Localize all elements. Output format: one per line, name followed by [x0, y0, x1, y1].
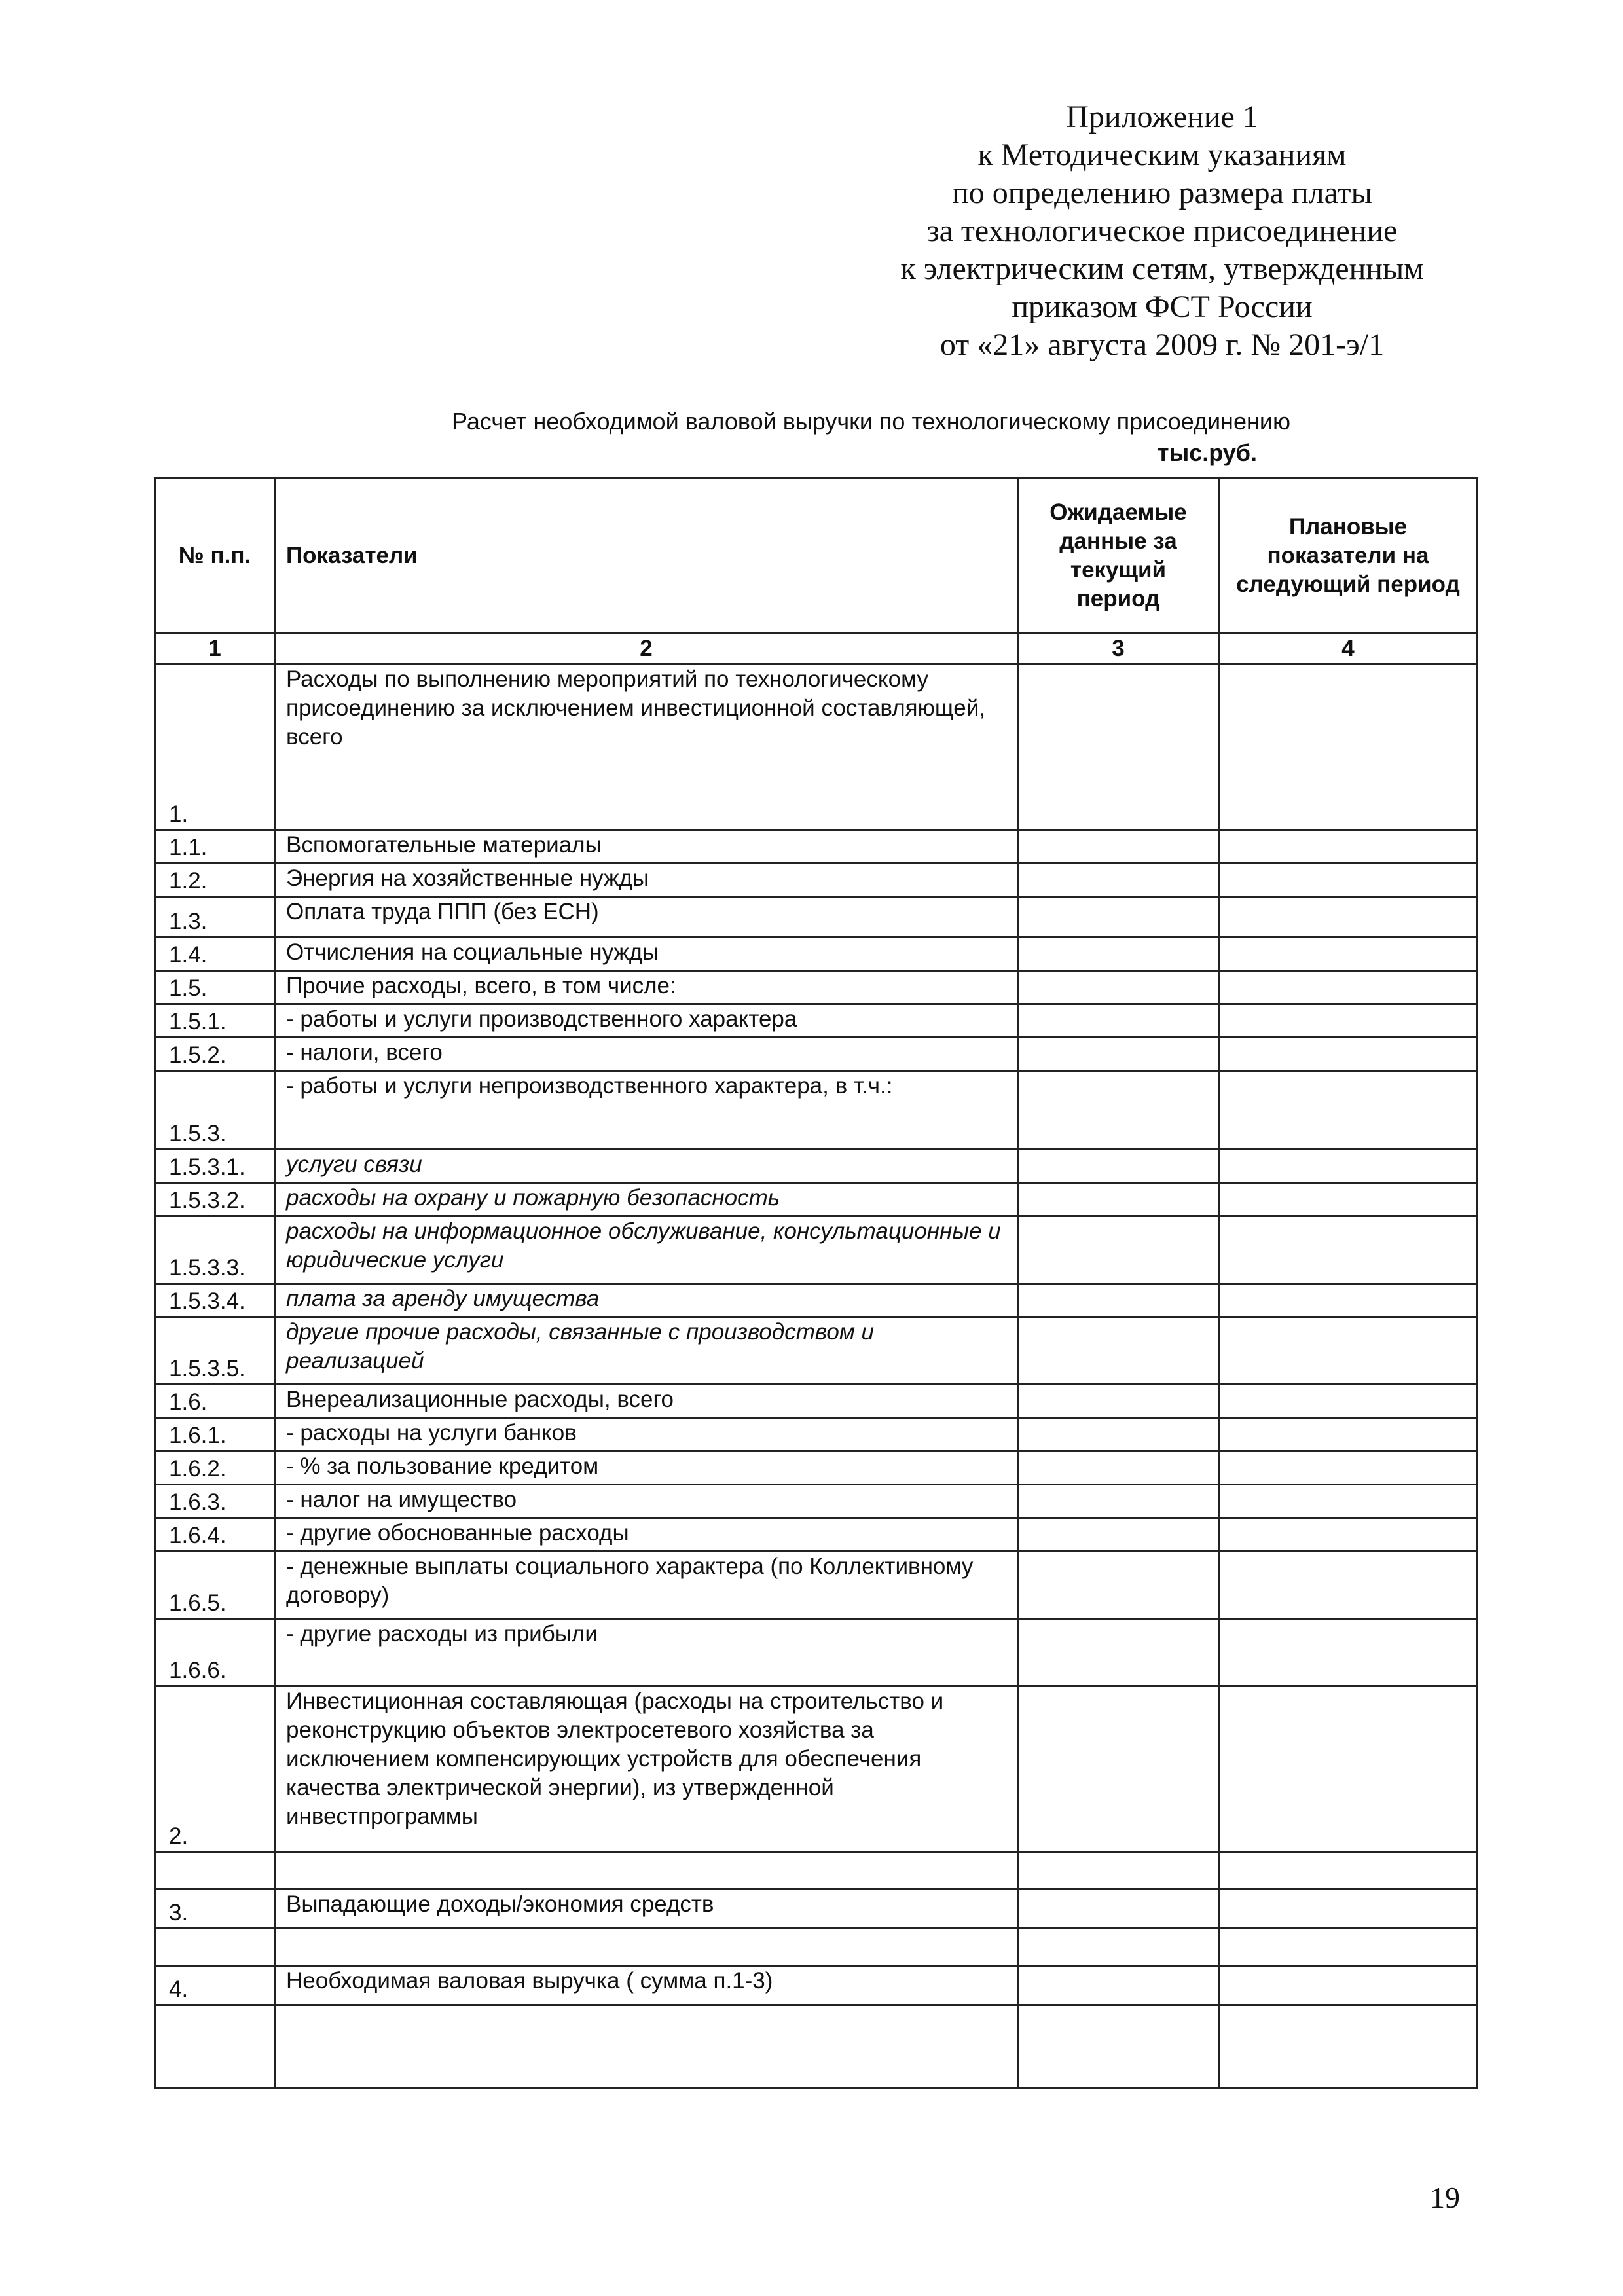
row-number: 1.5.1.: [155, 1004, 275, 1038]
planned-cell: [1219, 1619, 1478, 1686]
planned-cell: [1219, 1418, 1478, 1451]
planned-cell: [1219, 864, 1478, 897]
planned-cell: [1219, 1317, 1478, 1385]
planned-cell: [1219, 1150, 1478, 1183]
expected-cell: [1018, 830, 1219, 864]
planned-cell: [1219, 897, 1478, 938]
row-label: услуги связи: [275, 1150, 1018, 1183]
table-row: [155, 1619, 1478, 1686]
row-label: Внереализационные расходы, всего: [275, 1385, 1018, 1418]
table-row: [155, 1518, 1478, 1552]
column-number-row: [155, 634, 1478, 665]
page-number: 19: [1430, 2181, 1460, 2214]
table-row: [155, 1966, 1478, 2005]
table-row: [155, 1686, 1478, 1852]
expected-cell: [1018, 1183, 1219, 1216]
row-label: Энергия на хозяйственные нужды: [275, 864, 1018, 897]
header-expected: Ожидаемые данные за текущий период: [1018, 478, 1219, 634]
row-number: 1.5.2.: [155, 1038, 275, 1071]
planned-cell: [1219, 1284, 1478, 1317]
report-title: Расчет необходимой валовой выручки по технологическому присоединению: [452, 408, 1290, 435]
table-row: [155, 1004, 1478, 1038]
table-row: [155, 1183, 1478, 1216]
row-number: 2.: [155, 1686, 275, 1852]
row-number: 1.4.: [155, 938, 275, 971]
planned-cell: [1219, 1485, 1478, 1518]
row-number: 1.5.3.3.: [155, 1216, 275, 1284]
header-num: № п.п.: [155, 478, 275, 634]
heading-line: приказом ФСТ России: [1012, 289, 1313, 324]
row-label: - другие расходы из прибыли: [275, 1619, 1018, 1686]
row-number: 1.5.3.4.: [155, 1284, 275, 1317]
row-number: 1.2.: [155, 864, 275, 897]
row-number: 1.5.3.: [155, 1071, 275, 1150]
planned-cell: [1219, 1071, 1478, 1150]
header-planned: Плановые показатели на следующий период: [1219, 478, 1478, 634]
row-label: Выпадающие доходы/экономия средств: [275, 1889, 1018, 1929]
row-number: 1.5.3.5.: [155, 1317, 275, 1385]
header-row: [155, 478, 1478, 634]
table-row: [155, 830, 1478, 864]
row-label: расходы на охрану и пожарную безопасность: [275, 1183, 1018, 1216]
expected-cell: [1018, 1552, 1219, 1619]
row-number: 1.: [155, 665, 275, 830]
expected-cell: [1018, 1216, 1219, 1284]
row-number: 1.6.4.: [155, 1518, 275, 1552]
row-label: - работы и услуги производственного характера: [275, 1004, 1018, 1038]
row-number: 1.6.5.: [155, 1552, 275, 1619]
row-number: 1.6.2.: [155, 1451, 275, 1485]
header-indicator: Показатели: [275, 478, 1018, 634]
row-number: 1.3.: [155, 897, 275, 938]
table-row: [155, 1071, 1478, 1150]
units-label: тыс.руб.: [1157, 439, 1257, 466]
heading-line: к электрическим сетям, утвержденным: [900, 251, 1424, 286]
appendix-heading: [786, 98, 1539, 364]
expected-cell: [1018, 864, 1219, 897]
column-number: 4: [1219, 634, 1478, 665]
row-label: - налоги, всего: [275, 1038, 1018, 1071]
expected-cell: [1018, 1004, 1219, 1038]
row-label: Оплата труда ППП (без ЕСН): [275, 897, 1018, 938]
planned-cell: [1219, 1552, 1478, 1619]
empty-row: [155, 2005, 1478, 2088]
revenue-table: [154, 477, 1478, 2089]
row-number: 1.6.3.: [155, 1485, 275, 1518]
planned-cell: [1219, 1038, 1478, 1071]
planned-cell: [1219, 1966, 1478, 2005]
expected-cell: [1018, 1518, 1219, 1552]
table-row: [155, 1485, 1478, 1518]
table-row: [155, 1418, 1478, 1451]
expected-cell: [1018, 1317, 1219, 1385]
empty-row: [155, 1852, 1478, 1889]
row-number: 4.: [155, 1966, 275, 2005]
expected-cell: [1018, 1966, 1219, 2005]
row-number: 1.6.: [155, 1385, 275, 1418]
column-number: 2: [275, 634, 1018, 665]
table-row: [155, 1150, 1478, 1183]
row-label: - налог на имущество: [275, 1485, 1018, 1518]
planned-cell: [1219, 1183, 1478, 1216]
planned-cell: [1219, 1216, 1478, 1284]
table-row: [155, 864, 1478, 897]
table-row: [155, 1038, 1478, 1071]
table-row: [155, 1889, 1478, 1929]
planned-cell: [1219, 665, 1478, 830]
table-row: [155, 1385, 1478, 1418]
expected-cell: [1018, 1619, 1219, 1686]
row-label: Прочие расходы, всего, в том числе:: [275, 971, 1018, 1004]
row-number: 1.1.: [155, 830, 275, 864]
expected-cell: [1018, 1451, 1219, 1485]
heading-line: от «21» августа 2009 г. № 201-э/1: [939, 327, 1385, 362]
expected-cell: [1018, 665, 1219, 830]
planned-cell: [1219, 1518, 1478, 1552]
expected-cell: [1018, 1485, 1219, 1518]
expected-cell: [1018, 1418, 1219, 1451]
row-number: 1.6.6.: [155, 1619, 275, 1686]
planned-cell: [1219, 1451, 1478, 1485]
expected-cell: [1018, 1038, 1219, 1071]
table-row: [155, 665, 1478, 830]
row-label: Расходы по выполнению мероприятий по технологическому присоединению за исключением инвестиционной составляющей, всего: [275, 665, 1018, 830]
expected-cell: [1018, 971, 1219, 1004]
row-number: 3.: [155, 1889, 275, 1929]
table-row: [155, 1451, 1478, 1485]
table-row: [155, 938, 1478, 971]
heading-line: к Методическим указаниям: [977, 137, 1347, 172]
table-row: [155, 1216, 1478, 1284]
row-number: 1.5.: [155, 971, 275, 1004]
row-label: - расходы на услуги банков: [275, 1418, 1018, 1451]
expected-cell: [1018, 1150, 1219, 1183]
heading-line: по определению размера платы: [952, 175, 1372, 210]
row-label: Необходимая валовая выручка ( сумма п.1-3): [275, 1966, 1018, 2005]
expected-cell: [1018, 897, 1219, 938]
column-number: 1: [155, 634, 275, 665]
planned-cell: [1219, 1686, 1478, 1852]
heading-line: за технологическое присоединение: [926, 213, 1398, 248]
row-label: - другие обоснованные расходы: [275, 1518, 1018, 1552]
table-row: [155, 1552, 1478, 1619]
planned-cell: [1219, 1889, 1478, 1929]
planned-cell: [1219, 1385, 1478, 1418]
heading-line: Приложение 1: [1066, 100, 1258, 134]
expected-cell: [1018, 1889, 1219, 1929]
expected-cell: [1018, 1284, 1219, 1317]
table-row: [155, 1284, 1478, 1317]
row-label: другие прочие расходы, связанные с производством и реализацией: [275, 1317, 1018, 1385]
column-number: 3: [1018, 634, 1219, 665]
planned-cell: [1219, 938, 1478, 971]
planned-cell: [1219, 830, 1478, 864]
table-row: [155, 971, 1478, 1004]
row-label: плата за аренду имущества: [275, 1284, 1018, 1317]
expected-cell: [1018, 938, 1219, 971]
expected-cell: [1018, 1686, 1219, 1852]
row-label: Инвестиционная составляющая (расходы на строительство и реконструкцию объектов электросетевого хозяйства за исключением компенсирующих устройств для обеспечения качества электрической энергии), из утвержденной инвестпрограммы: [275, 1686, 1018, 1852]
expected-cell: [1018, 1071, 1219, 1150]
planned-cell: [1219, 971, 1478, 1004]
expected-cell: [1018, 1385, 1219, 1418]
empty-row: [155, 1929, 1478, 1966]
table-row: [155, 1317, 1478, 1385]
planned-cell: [1219, 1004, 1478, 1038]
row-label: - % за пользование кредитом: [275, 1451, 1018, 1485]
row-number: 1.5.3.2.: [155, 1183, 275, 1216]
row-number: 1.6.1.: [155, 1418, 275, 1451]
table-row: [155, 897, 1478, 938]
row-number: 1.5.3.1.: [155, 1150, 275, 1183]
row-label: расходы на информационное обслуживание, консультационные и юридические услуги: [275, 1216, 1018, 1284]
row-label: - работы и услуги непроизводственного характера, в т.ч.:: [275, 1071, 1018, 1150]
row-label: - денежные выплаты социального характера (по Коллективному договору): [275, 1552, 1018, 1619]
row-label: Вспомогательные материалы: [275, 830, 1018, 864]
row-label: Отчисления на социальные нужды: [275, 938, 1018, 971]
